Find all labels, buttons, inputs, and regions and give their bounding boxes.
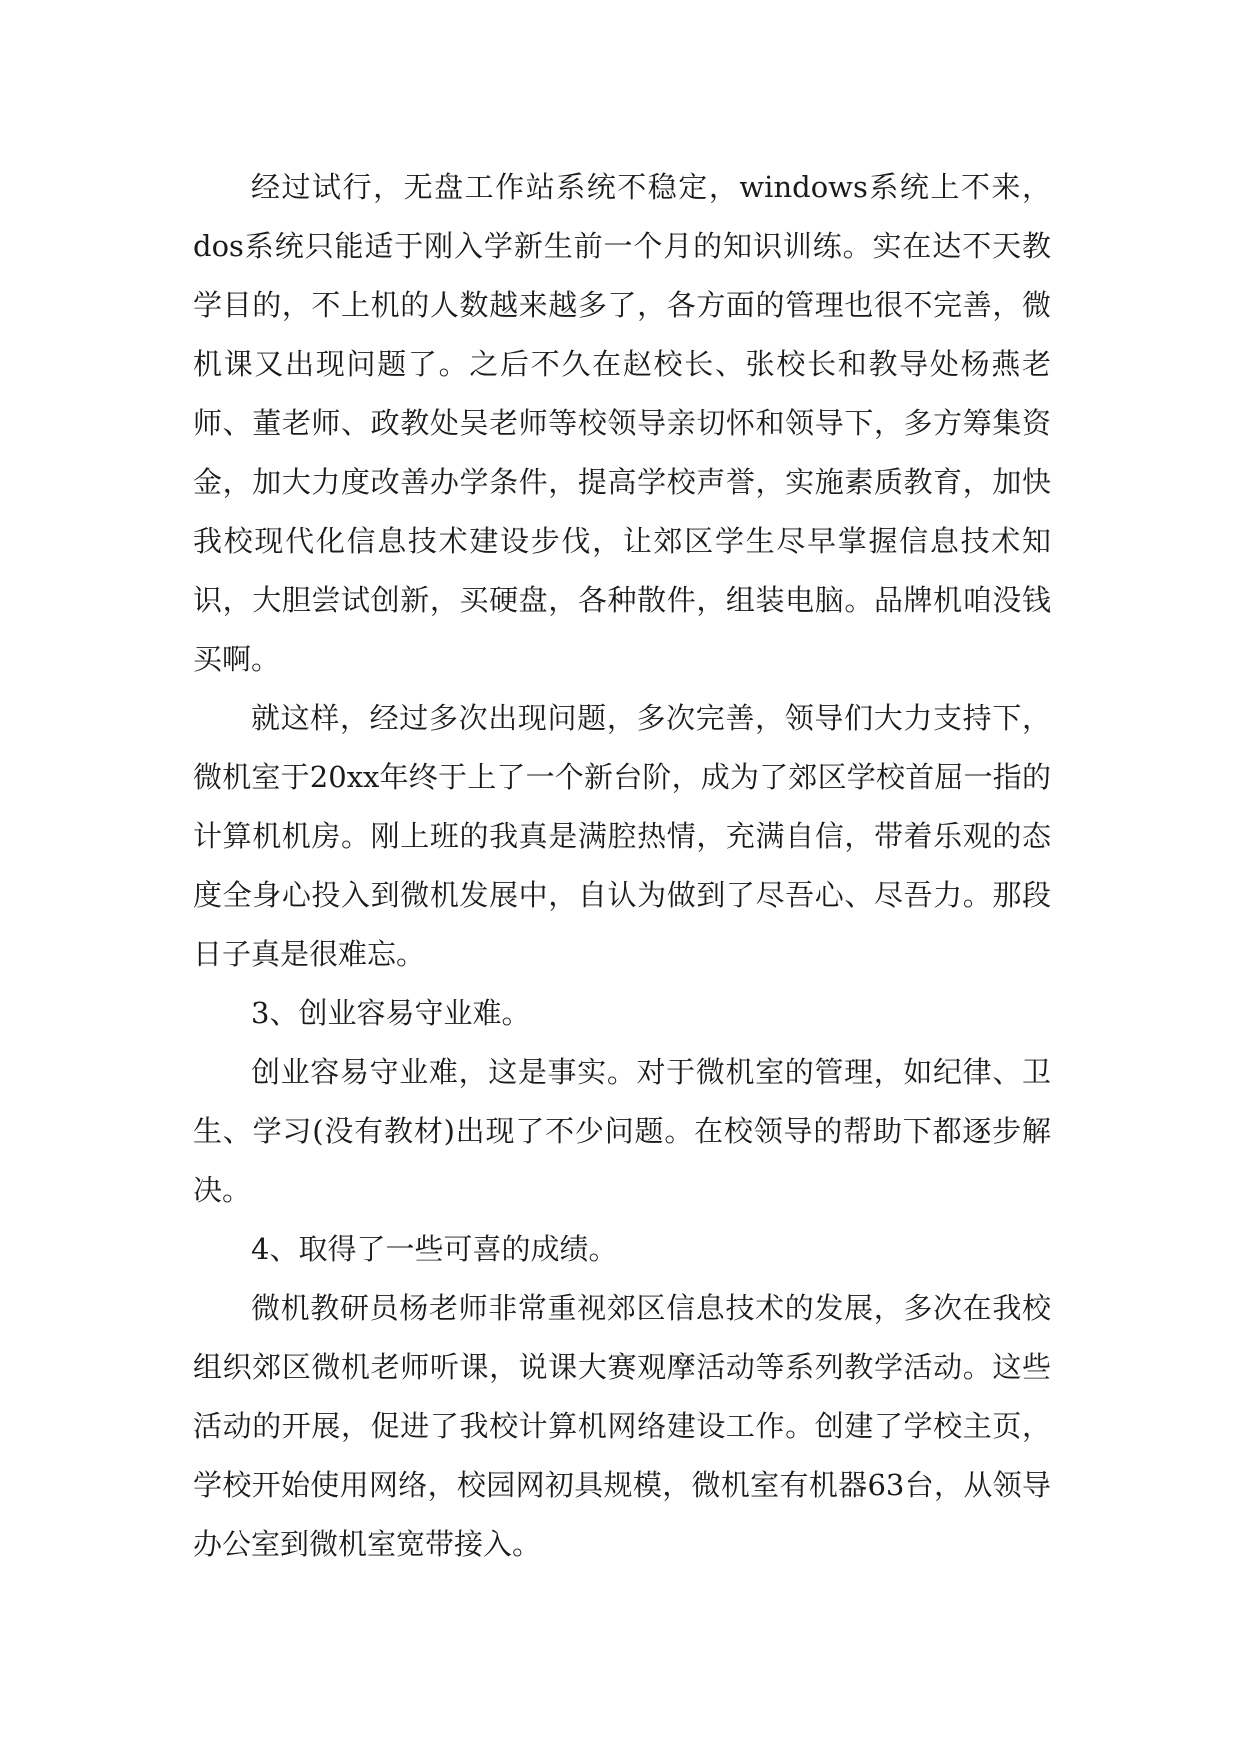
section-heading-4: 4、取得了一些可喜的成绩。	[251, 1232, 618, 1266]
paragraph-management: 创业容易守业难，这是事实。对于微机室的管理，如纪律、卫生、学习(没有教材)出现了不少问题。在校领导的帮助下都逐步解决。	[193, 1055, 1051, 1207]
paragraph-new-stage: 就这样，经过多次出现问题，多次完善，领导们大力支持下，微机室于20xx年终于上了一个新台阶，成为了郊区学校首屈一指的计算机机房。刚上班的我真是满腔热情，充满自信，带着乐观的态度全身心投入到微机发展中，自认为做到了尽吾心、尽吾力。那段日子真是很难忘。	[193, 701, 1051, 971]
paragraph-achievements: 微机教研员杨老师非常重视郊区信息技术的发展，多次在我校组织郊区微机老师听课，说课大赛观摩活动等系列教学活动。这些活动的开展，促进了我校计算机网络建设工作。创建了学校主页，学校开始使用网络，校园网初具规模，微机室有机器63台，从领导办公室到微机室宽带接入。	[193, 1291, 1051, 1561]
paragraph-trial-period: 经过试行，无盘工作站系统不稳定，windows系统上不来，dos系统只能适于刚入学新生前一个月的知识训练。实在达不天教学目的，不上机的人数越来越多了，各方面的管理也很不完善，微机课又出现问题了。之后不久在赵校长、张校长和教导处杨燕老师、董老师、政教处吴老师等校领导亲切怀和领导下，多方筹集资金，加大力度改善办学条件，提高学校声誉，实施素质教育，加快我校现代化信息技术建设步伐，让郊区学生尽早掌握信息技术知识，大胆尝试创新，买硬盘，各种散件，组装电脑。品牌机咱没钱买啊。	[193, 170, 1051, 676]
section-heading-3: 3、创业容易守业难。	[251, 996, 531, 1030]
document-body	[193, 158, 1051, 1574]
